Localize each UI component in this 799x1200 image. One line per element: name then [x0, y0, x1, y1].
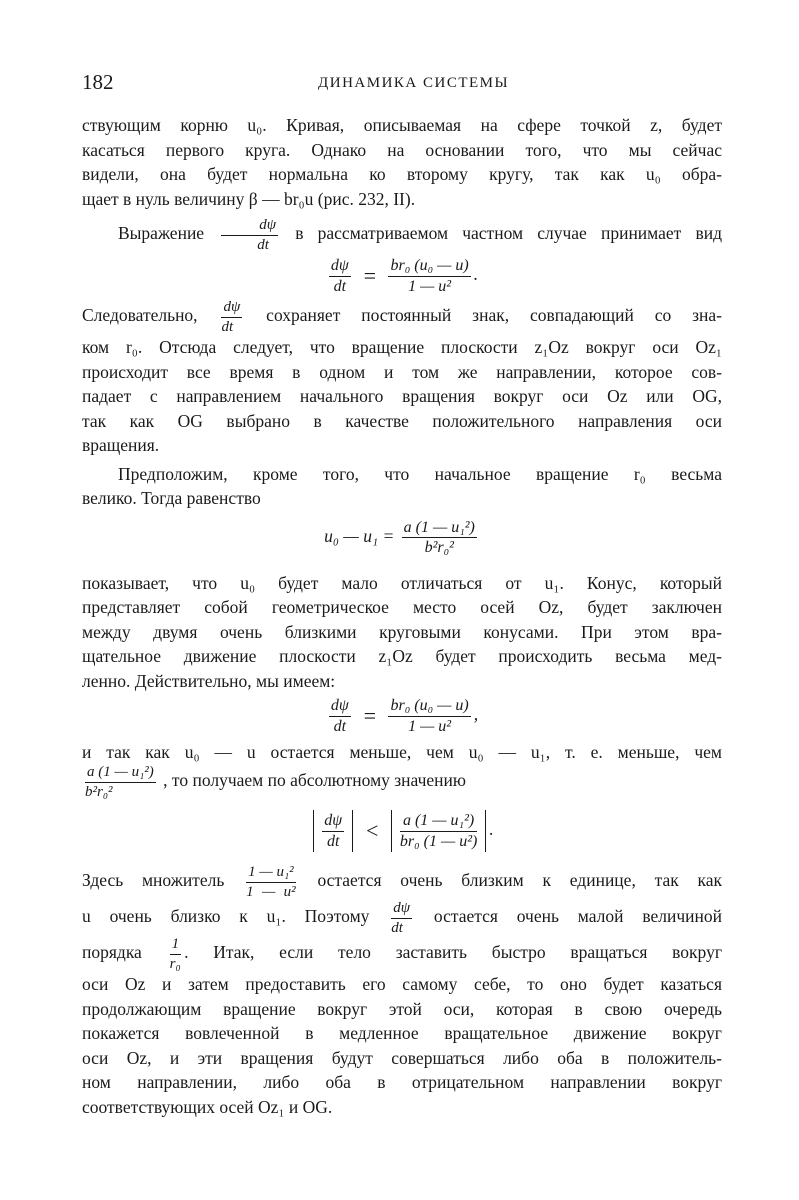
text-line: ленно. Действительно, мы имеем: [82, 670, 336, 691]
text-line [82, 764, 722, 800]
text-line: щает в нуль величину β — br₀u (рис. 232, II). [82, 188, 416, 209]
text-fragment: Выражение [118, 223, 205, 244]
text-line: щательное движение плоскости z₁Oz будет происходить весьма мед- [82, 646, 722, 667]
equals-sign: = [362, 703, 378, 729]
denominator: dt [391, 919, 403, 936]
equation-1 [82, 257, 722, 295]
numerator: dψ [329, 697, 351, 717]
text-line: соответствующих осей Oz₁ и OG. [82, 1096, 333, 1117]
inequality [82, 810, 722, 852]
text-line: падает с направлением начального вращения вокруг оси Oz или OG, [82, 386, 722, 407]
less-than-sign: < [364, 818, 380, 844]
text-fragment: остается очень близким к единице, так как [317, 870, 723, 891]
text-line: оси Oz, и эти вращения будут совершаться либо оба в положитель- [82, 1047, 722, 1068]
text-fragment: , то получаем по абсолютному значению [163, 770, 466, 791]
denominator: b²r₀² [424, 539, 454, 557]
text-fragment: u очень близко к u₁. Поэтому [82, 906, 370, 927]
text-line: вращения. [82, 435, 160, 456]
numerator: dψ [391, 900, 412, 919]
fraction-dpsi-dt [391, 900, 412, 936]
fraction-factor [246, 864, 296, 900]
numerator: 1 [170, 936, 182, 955]
denominator: dt [333, 277, 347, 295]
fraction-bound [85, 764, 156, 800]
text-line: велико. Тогда равенство [82, 488, 261, 509]
page-number: 182 [82, 70, 114, 94]
numerator: dψ [221, 217, 278, 236]
text-line: Предположим, кроме того, что начальное вращение r₀ весьма [118, 463, 722, 484]
numerator: dψ [221, 299, 242, 318]
denominator: 1 — u² [408, 717, 452, 735]
numerator: 1 — u₁² [246, 864, 296, 883]
fraction-one-over-r0 [170, 936, 182, 972]
text-line: ствующим корню u₀. Кривая, описываемая на сфере точкой z, будет [82, 115, 722, 135]
fraction-dpsi-dt [329, 697, 351, 735]
text-line: и так как u₀ — u остается меньше, чем u₀ — u₁, т. е. меньше, чем [82, 741, 722, 762]
equation-3 [82, 697, 722, 735]
numerator: a (1 — u₁²) [400, 812, 477, 832]
running-title: ДИНАМИКА СИСТЕМЫ [318, 75, 510, 91]
text-fragment: Здесь множитель [82, 870, 225, 891]
numerator: dψ [329, 257, 351, 277]
text-line [82, 900, 722, 936]
fraction-dpsi-dt [322, 812, 344, 850]
text-line: покажется вовлеченной в медленное вращательное движение вокруг [82, 1023, 722, 1044]
denominator: r₀ [169, 955, 181, 972]
denominator: 1 — u² [246, 883, 296, 900]
numerator: a (1 — u₁²) [85, 764, 156, 783]
comma: , [473, 704, 479, 725]
text-line: показывает, что u₀ будет мало отличаться от u₁. Конус, который [82, 572, 722, 593]
fraction-dpsi-dt [221, 217, 278, 253]
abs-lhs [313, 810, 353, 852]
numerator: br₀ (u₀ — u) [388, 257, 470, 277]
equation-2 [82, 519, 722, 557]
equals-sign: = [362, 263, 378, 289]
page-header [82, 70, 722, 100]
fraction-rhs [400, 812, 477, 850]
fraction-rhs [402, 519, 477, 557]
text-line: ком r₀. Отсюда следует, что вращение плоскости z₁Oz вокруг оси Oz₁ [82, 337, 722, 358]
abs-rhs [391, 810, 486, 852]
denominator: b²r₀² [85, 783, 113, 800]
text-line [82, 299, 722, 335]
text-line: видели, она будет нормальна ко второму кругу, так как u₀ обра- [82, 164, 722, 184]
denominator: dt [327, 832, 340, 850]
text-line: ном направлении, либо оба в отрицательном направлении вокруг [82, 1072, 722, 1093]
fraction-dpsi-dt [221, 299, 242, 335]
page-body [82, 113, 722, 1119]
text-fragment: сохраняет постоянный знак, совпадающий со зна- [266, 305, 723, 326]
period: . [473, 264, 479, 285]
denominator: dt [257, 236, 269, 253]
denominator: dt [333, 717, 347, 735]
text-line: так как OG выбрано в качестве положительного направления оси [82, 410, 722, 431]
text-line: представляет собой геометрическое место осей Oz, будет заключен [82, 597, 722, 618]
denominator: dt [221, 318, 234, 335]
text-line [82, 217, 722, 253]
text-line: между двумя очень близкими круговыми конусами. При этом вра- [82, 621, 722, 642]
text-line [82, 864, 722, 900]
numerator: dψ [322, 812, 344, 832]
text-line: продолжающим вращение вокруг этой оси, которая в свою очередь [82, 998, 722, 1019]
period: . [489, 819, 494, 840]
text-fragment: порядка [82, 942, 142, 963]
text-fragment: в рассматриваемом частном случае принимает вид [295, 223, 722, 244]
numerator: br₀ (u₀ — u) [388, 697, 470, 717]
denominator: 1 — u² [408, 277, 452, 295]
fraction-rhs [388, 257, 470, 295]
text-line: касаться первого круга. Однако на основании того, что мы сейчас [82, 139, 722, 160]
text-fragment: . Итак, если тело заставить быстро вращаться вокруг [184, 942, 723, 963]
text-fragment: Следовательно, [82, 305, 198, 326]
text-fragment: остается очень малой величиной [433, 906, 723, 927]
numerator: a (1 — u₁²) [402, 519, 477, 539]
fraction-rhs [388, 697, 470, 735]
text-line [82, 936, 722, 972]
text-line: происходит все время в одном и том же направлении, которое сов- [82, 361, 722, 382]
denominator: br₀ (1 — u²) [399, 832, 478, 850]
equation-lhs: u₀ — u₁ = [324, 525, 395, 546]
text-line: оси Oz и затем предоставить его самому себе, то оно будет казаться [82, 974, 722, 995]
fraction-dpsi-dt [329, 257, 351, 295]
